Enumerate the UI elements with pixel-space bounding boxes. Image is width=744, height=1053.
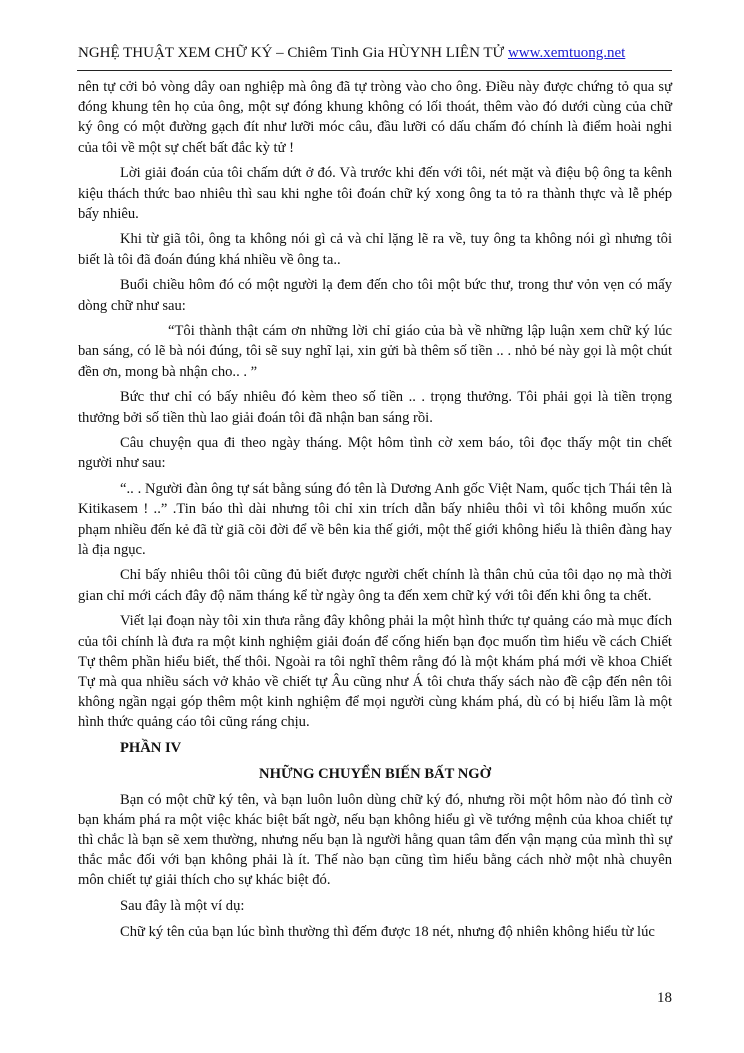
paragraph: Khi từ giã tôi, ông ta không nói gì cả và chỉ lặng lẽ ra về, tuy ông ta không nói gì nhưng tôi biết là tôi đã đoán đúng khá nhiều về ông ta..: [78, 231, 672, 268]
paragraph: Chữ ký tên của bạn lúc bình thường thì đếm được 18 nét, nhưng độ nhiên không hiểu từ lúc: [120, 923, 655, 940]
paragraph: Bức thư chỉ có bấy nhiêu đó kèm theo số tiền .. . trọng thưởng. Tôi phải gọi là tiền trọng thưởng bởi số tiền thù lao giải đoán tôi đã nhận ban sáng rồi.: [78, 389, 672, 426]
paragraph: Chỉ bấy nhiêu thôi tôi cũng đủ biết được người chết chính là thân chủ của tôi dạo nọ mà thời gian chỉ mới cách đây độ năm tháng kể từ ngày ông ta đến xem chữ ký với tôi đến khi ông ta chết.: [78, 567, 672, 604]
page-number: 18: [657, 990, 672, 1006]
body-text: [78, 77, 672, 947]
quoted-news: “.. . Người đàn ông tự sát bằng súng đó tên là Dương Anh gốc Việt Nam, quốc tịch Thái tên là Kitikasem ! ..” .Tin báo thì dài nhưng tôi chỉ xin trích dẫn bấy nhiêu thôi vì tôi không muốn xúc phạm nhiều đến kẻ đã từ giã cõi đời để về bên kia thế giới, một thế giới không hiểu là thiên đàng hay là địa ngục.: [78, 481, 672, 558]
paragraph: nên tự cởi bỏ vòng dây oan nghiệp mà ông đã tự tròng vào cho ông. Điều này được chứng tỏ qua sự đóng khung tên họ của ông, một sự đóng khung không có lối thoát, thêm vào đó dưới cùng của chữ ký ông có một đường gạch đít như lưỡi móc câu, đầu lưỡi có dấu chấm đó chính là điểm hoài nghi của tôi về một sự chết bất đắc kỳ tử !: [78, 79, 672, 156]
page-header: [78, 43, 672, 63]
header-link[interactable]: www.xemtuong.net: [507, 45, 626, 61]
paragraph: Viết lại đoạn này tôi xin thưa rằng đây không phải la một hình thức tự quảng cáo mà mục đích của tôi chính là đưa ra một kinh nghiệm giải đoán để cống hiến bạn đọc muốn tìm hiểu về cách Chiết Tự thêm phần hiểu biết, thế thôi. Ngoài ra tôi nghĩ thêm rằng đó là một khám phá mới về khoa Chiết Tự mà qua nhiều sách vở khảo về chiết tự Âu cũng như Á tôi chưa thấy sách nào đề cập đến nên tôi không ngần ngại góp thêm một kinh nghiệm để mọi người cùng khám phá, dù có bị hiểu lầm là một hình thức quảng cáo tôi cũng ráng chịu.: [78, 613, 672, 731]
paragraph: Bạn có một chữ ký tên, và bạn luôn luôn dùng chữ ký đó, nhưng rồi một hôm nào đó tình cờ bạn khám phá ra một việc khác biệt bất ngờ, nếu bạn không hiểu gì về tướng mệnh của khoa chiết tự thì chắc là bạn sẽ xem thường, nhưng nếu bạn là người hằng quan tâm đến vận mạng của mình thì sự thắc mắc đối với bạn không phải là ít. Thế nào bạn cũng tìm hiểu bằng cách nhờ một nhà chuyên môn chiết tự giải thích cho sự khác biệt đó.: [78, 791, 672, 889]
quoted-letter: “Tôi thành thật cám ơn những lời chỉ giáo của bà về những lập luận xem chữ ký lúc ban sáng, có lẽ bà nói đúng, tôi sẽ suy nghĩ lại, xin gửi bà thêm số tiền .. . nhỏ bé này gọi là một chút đền ơn, mong bà nhận cho.. . ”: [78, 323, 672, 380]
paragraph: Buổi chiều hôm đó có một người lạ đem đến cho tôi một bức thư, trong thư vỏn vẹn có mấy dòng chữ như sau:: [78, 277, 672, 314]
paragraph: Câu chuyện qua đi theo ngày tháng. Một hôm tình cờ xem báo, tôi đọc thấy một tin chết người như sau:: [78, 435, 672, 472]
section-title: NHỮNG CHUYỂN BIẾN BẤT NGỜ: [259, 765, 491, 782]
header-rule: [77, 70, 672, 71]
paragraph: Sau đây là một ví dụ:: [120, 898, 245, 915]
header-title: NGHỆ THUẬT XEM CHỮ KÝ – Chiêm Tinh Gia HÙYNH LIÊN TỬ: [78, 45, 505, 61]
part-heading: PHẦN IV: [120, 740, 182, 757]
paragraph: Lời giải đoán của tôi chấm dứt ở đó. Và trước khi đến với tôi, nét mặt và điệu bộ ông ta kênh kiệu thách thức bao nhiêu thì sau khi nghe tôi đoán chữ ký xong ông ta tỏ ra thành thực và lễ phép bấy nhiêu.: [78, 165, 672, 222]
